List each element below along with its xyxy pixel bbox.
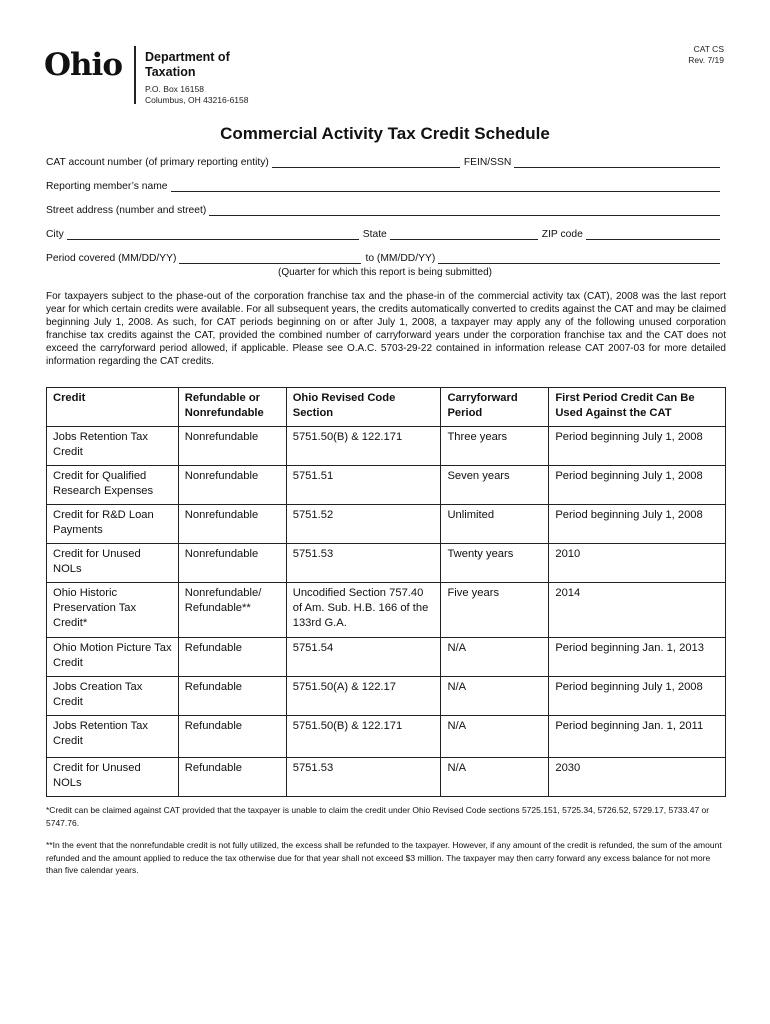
cell-orc-section: 5751.52 (286, 505, 441, 544)
footnote-asterisk: *Credit can be claimed against CAT provided that the taxpayer is unable to claim the credit under Ohio Revised Code sections 5725.151, 5725.34, 5726.52, 5729.17, 5733.47 or 5747.76. (46, 805, 710, 828)
header-credit: Credit (47, 388, 179, 427)
cell-orc-section: 5751.53 (286, 544, 441, 583)
table-row (47, 583, 726, 638)
street-row (46, 202, 724, 216)
cell-credit: Credit for Qualified Research Expenses (47, 466, 179, 505)
period-from-label: Period covered (MM/DD/YY) (46, 253, 177, 264)
table-row (47, 716, 726, 758)
cell-orc-section: 5751.50(A) & 122.17 (286, 677, 441, 716)
cell-first-period: Period beginning July 1, 2008 (549, 427, 726, 466)
credits-table (46, 387, 726, 797)
cell-credit: Ohio Motion Picture Tax Credit (47, 638, 179, 677)
address-line-2: Columbus, OH 43216-6158 (145, 95, 249, 105)
cell-orc-section: 5751.53 (286, 758, 441, 797)
cell-credit: Ohio Historic Preservation Tax Credit* (47, 583, 179, 638)
city-label: City (46, 229, 64, 240)
cell-carryforward: Unlimited (441, 505, 549, 544)
logo-divider (134, 46, 136, 104)
city-input[interactable] (67, 229, 359, 240)
cell-orc-section: 5751.51 (286, 466, 441, 505)
state-input[interactable] (390, 229, 538, 240)
cell-first-period: Period beginning July 1, 2008 (549, 466, 726, 505)
table-row (47, 638, 726, 677)
ohio-logo (44, 46, 122, 86)
form-revision: Rev. 7/19 (688, 55, 724, 65)
cat-account-row (46, 154, 724, 168)
cell-first-period: Period beginning Jan. 1, 2013 (549, 638, 726, 677)
cell-credit: Jobs Retention Tax Credit (47, 716, 179, 758)
cell-carryforward: N/A (441, 638, 549, 677)
city-row (46, 226, 724, 240)
address-line-1: P.O. Box 16158 (145, 84, 204, 94)
table-row (47, 758, 726, 797)
cell-first-period: Period beginning Jan. 1, 2011 (549, 716, 726, 758)
ohio-logo-text: Ohio (44, 47, 122, 83)
zip-label: ZIP code (541, 229, 583, 240)
cell-orc-section: Uncodified Section 757.40 of Am. Sub. H.B. 166 of the 133rd G.A. (286, 583, 441, 638)
reporting-member-row (46, 178, 724, 192)
street-input[interactable] (209, 205, 720, 216)
street-label: Street address (number and street) (46, 205, 207, 216)
mailing-address (145, 84, 248, 106)
footnote-double-asterisk: **In the event that the nonrefundable credit is not fully utilized, the excess shall be refunded to the taxpayer. However, if any amount of the credit is refunded, the sum of the amount refunded and the amount applied to reduce the tax otherwise due for that year shall not exceed $3 million. The taxpayer may then carry forward any excess balance for not more than five calendar years. (46, 840, 722, 875)
header-orc-section: Ohio Revised Code Section (286, 388, 441, 427)
cell-carryforward: Twenty years (441, 544, 549, 583)
page-title: Commercial Activity Tax Credit Schedule (220, 124, 550, 143)
cell-credit: Credit for R&D Loan Payments (47, 505, 179, 544)
header-carryforward: Carryforward Period (441, 388, 549, 427)
cell-credit: Jobs Retention Tax Credit (47, 427, 179, 466)
department-line-1: Department of (145, 50, 230, 64)
table-row (47, 505, 726, 544)
cell-refundable: Refundable (178, 677, 286, 716)
cell-carryforward: Seven years (441, 466, 549, 505)
cell-first-period: Period beginning July 1, 2008 (549, 677, 726, 716)
cell-first-period: 2014 (549, 583, 726, 638)
cell-first-period: Period beginning July 1, 2008 (549, 505, 726, 544)
state-label: State (362, 229, 387, 240)
reporting-member-input[interactable] (171, 181, 720, 192)
period-from-input[interactable] (179, 253, 361, 264)
quarter-note: (Quarter for which this report is being submitted) (278, 267, 492, 278)
zip-input[interactable] (586, 229, 720, 240)
cell-refundable: Refundable (178, 638, 286, 677)
table-header-row (47, 388, 726, 427)
cell-credit: Credit for Unused NOLs (47, 758, 179, 797)
cell-first-period: 2030 (549, 758, 726, 797)
department-name (145, 50, 230, 80)
header-refundable: Refundable or Nonrefundable (178, 388, 286, 427)
fein-input[interactable] (514, 157, 720, 168)
cell-refundable: Nonrefundable (178, 544, 286, 583)
table-row (47, 677, 726, 716)
cell-refundable: Refundable (178, 716, 286, 758)
department-line-2: Taxation (145, 65, 196, 79)
table-row (47, 427, 726, 466)
period-to-label: to (MM/DD/YY) (365, 253, 436, 264)
cell-refundable: Nonrefundable/ Refundable** (178, 583, 286, 638)
header-first-period: First Period Credit Can Be Used Against the CAT (549, 388, 726, 427)
cell-orc-section: 5751.50(B) & 122.171 (286, 427, 441, 466)
cell-credit: Credit for Unused NOLs (47, 544, 179, 583)
cell-refundable: Nonrefundable (178, 505, 286, 544)
intro-paragraph: For taxpayers subject to the phase-out of the corporation franchise tax and the phase-in of the commercial activity tax (CAT), 2008 was the last report year for which certain credits were available. For all subsequent years, the credits automatically converted to credits against the CAT and may be claimed beginning July 1, 2008. As such, for CAT periods beginning on or after July 1, 2008, a taxpayer may apply any of the following unused corporation franchise tax credits against the CAT, provided the combined number of carryforward years under the corporation franchise tax and the CAT does not exceed the carryforward period allowed, if applicable. Please see O.A.C. 5703-29-22 contained in information release CAT 2007-03 for more detailed information regarding the CAT credits. (46, 291, 726, 367)
period-to-input[interactable] (438, 253, 720, 264)
table-row (47, 466, 726, 505)
cell-carryforward: N/A (441, 716, 549, 758)
fein-label: FEIN/SSN (463, 157, 512, 168)
cell-refundable: Nonrefundable (178, 466, 286, 505)
cat-account-input[interactable] (272, 157, 460, 168)
reporting-member-label: Reporting member’s name (46, 181, 168, 192)
cell-orc-section: 5751.54 (286, 638, 441, 677)
cell-first-period: 2010 (549, 544, 726, 583)
form-code: CAT CS (693, 44, 724, 54)
period-row (46, 250, 724, 264)
cell-credit: Jobs Creation Tax Credit (47, 677, 179, 716)
cell-refundable: Refundable (178, 758, 286, 797)
cell-carryforward: N/A (441, 677, 549, 716)
cell-carryforward: Five years (441, 583, 549, 638)
form-identifier (688, 44, 724, 66)
cell-refundable: Nonrefundable (178, 427, 286, 466)
cell-orc-section: 5751.50(B) & 122.171 (286, 716, 441, 758)
cat-account-label: CAT account number (of primary reporting entity) (46, 157, 269, 168)
cell-carryforward: N/A (441, 758, 549, 797)
cell-carryforward: Three years (441, 427, 549, 466)
table-row (47, 544, 726, 583)
